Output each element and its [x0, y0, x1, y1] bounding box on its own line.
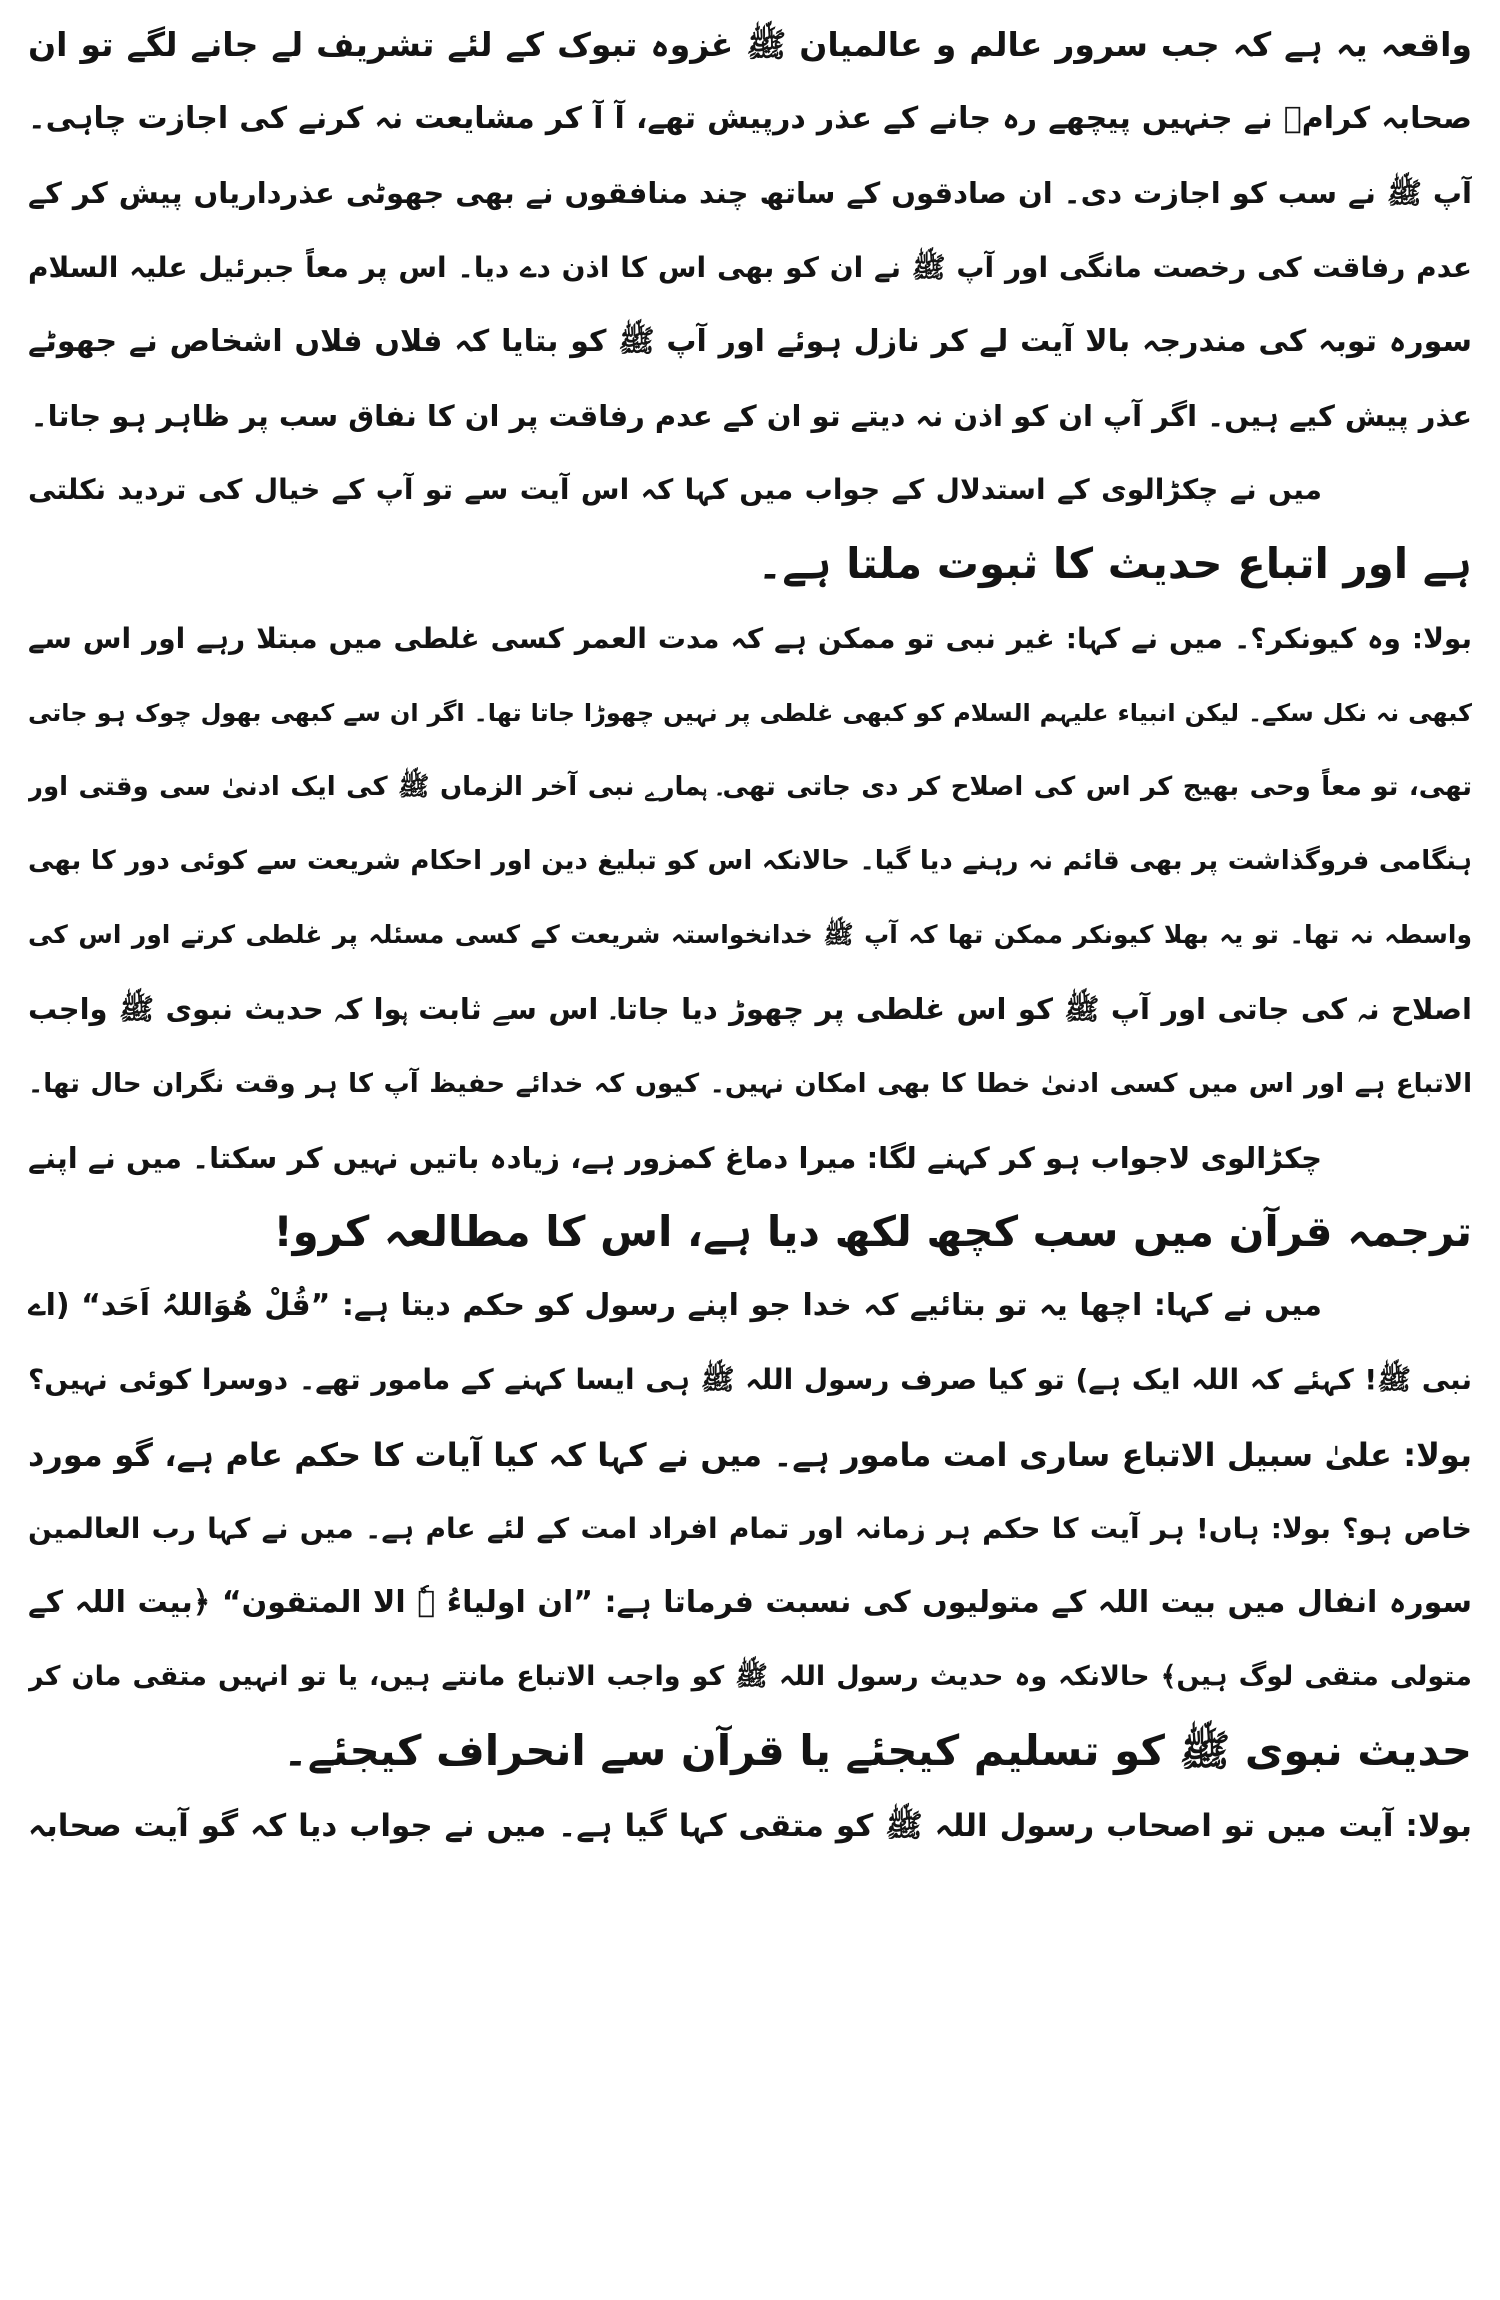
text-line: تھی، تو معاً وحی بھیج کر اس کی اصلاح کر دی جاتی تھی۔ ہمارے نبی آخر الزماں ﷺ کی ایک ادنیٰ سی وقتی اور — [28, 771, 1472, 802]
text-line: نبی ﷺ! کہئے کہ اللہ ایک ہے) تو کیا صرف رسول اللہ ﷺ ہی ایسا کہنے کے مامور تھے۔ دوسرا کوئی نہیں؟ — [28, 1363, 1472, 1397]
text-line: صحابہ کرامؓ نے جنہیں پیچھے رہ جانے کے عذر درپیش تھے، آ آ کر مشایعت نہ کرنے کی اجازت چاہی۔ — [28, 101, 1472, 137]
text-line: میں نے کہا: اچھا یہ تو بتائیے کہ خدا جو اپنے رسول کو حکم دیتا ہے: ”قُلْ ھُوَاللہُ اَحَد“ (اے — [28, 1288, 1322, 1324]
text-line: ہے اور اتباع حدیث کا ثبوت ملتا ہے۔ — [757, 539, 1472, 589]
text-line: ہنگامی فروگذاشت پر بھی قائم نہ رہنے دیا گیا۔ حالانکہ اس کو تبلیغ دین اور احکام شریعت سے کوئی دور کا بھی — [28, 846, 1472, 877]
text-line: واقعہ یہ ہے کہ جب سرور عالم و عالمیان ﷺ غزوہ تبوک کے لئے تشریف لے جانے لگے تو ان — [28, 25, 1472, 64]
text-line: متولی متقی لوگ ہیں﴾ حالانکہ وہ حدیث رسول اللہ ﷺ کو واجب الاتباع مانتے ہیں، یا تو انہیں متقی مان کر — [28, 1661, 1472, 1693]
text-line: بولا: علیٰ سبیل الاتباع ساری امت مامور ہے۔ میں نے کہا کہ کیا آیات کا حکم عام ہے، گو مورد — [28, 1435, 1472, 1474]
text-line: اصلاح نہ کی جاتی اور آپ ﷺ کو اس غلطی پر چھوڑ دیا جاتا۔ اس سے ثابت ہوا کہ حدیث نبوی ﷺ واجب — [28, 992, 1472, 1027]
text-line: سورہ انفال میں بیت اللہ کے متولیوں کی نسبت فرماتا ہے: ”ان اولیاءُ ہٗ الا المتقون“ ﴿بیت اللہ کے — [28, 1584, 1472, 1620]
text-line: واسطہ نہ تھا۔ تو یہ بھلا کیونکر ممکن تھا کہ آپ ﷺ خدانخواستہ شریعت کے کسی مسئلہ پر غلطی کرتے اور اس کی — [28, 920, 1472, 950]
text-line: بولا: وہ کیونکر؟۔ میں نے کہا: غیر نبی تو ممکن ہے کہ مدت العمر کسی غلطی میں مبتلا رہے اور اس سے — [28, 621, 1472, 655]
text-line: حدیث نبوی ﷺ کو تسلیم کیجئے یا قرآن سے انحراف کیجئے۔ — [283, 1726, 1472, 1776]
text-line: چکڑالوی لاجواب ہو کر کہنے لگا: میرا دماغ کمزور ہے، زیادہ باتیں نہیں کر سکتا۔ میں نے اپنے — [28, 1140, 1322, 1175]
text-line: ترجمہ قرآن میں سب کچھ لکھ دیا ہے، اس کا مطالعہ کرو! — [273, 1207, 1472, 1256]
text-line: عدم رفاقت کی رخصت مانگی اور آپ ﷺ نے ان کو بھی اس کا اذن دے دیا۔ اس پر معاً جبرئیل علیہ السلام — [28, 250, 1472, 284]
text-line: الاتباع ہے اور اس میں کسی ادنیٰ خطا کا بھی امکان نہیں۔ کیوں کہ خدائے حفیظ آپ کا ہر وقت نگران حال تھا۔ — [28, 1068, 1472, 1099]
text-line: عذر پیش کیے ہیں۔ اگر آپ ان کو اذن نہ دیتے تو ان کے عدم رفاقت پر ان کا نفاق سب پر ظاہر ہو جاتا۔ — [30, 398, 1472, 433]
text-line: خاص ہو؟ بولا: ہاں! ہر آیت کا حکم ہر زمانہ اور تمام افراد امت کے لئے عام ہے۔ میں نے کہا رب العالمین — [28, 1511, 1472, 1545]
text-line: سورہ توبہ کی مندرجہ بالا آیت لے کر نازل ہوئے اور آپ ﷺ کو بتایا کہ فلاں فلاں اشخاص نے جھوٹے — [28, 323, 1472, 359]
text-line: کبھی نہ نکل سکے۔ لیکن انبیاء علیہم السلام کو کبھی غلطی پر نہیں چھوڑا جاتا تھا۔ اگر ان سے کبھی بھول چوک ہو جاتی — [28, 698, 1472, 727]
text-line: آپ ﷺ نے سب کو اجازت دی۔ ان صادقوں کے ساتھ چند منافقوں نے بھی جھوٹی عذرداریاں پیش کر کے — [28, 176, 1472, 211]
text-line: میں نے چکڑالوی کے استدلال کے جواب میں کہا کہ اس آیت سے تو آپ کے خیال کی تردید نکلتی — [28, 473, 1322, 507]
text-line: بولا: آیت میں تو اصحاب رسول اللہ ﷺ کو متقی کہا گیا ہے۔ میں نے جواب دیا کہ گو آیت صحابہ — [28, 1807, 1472, 1844]
